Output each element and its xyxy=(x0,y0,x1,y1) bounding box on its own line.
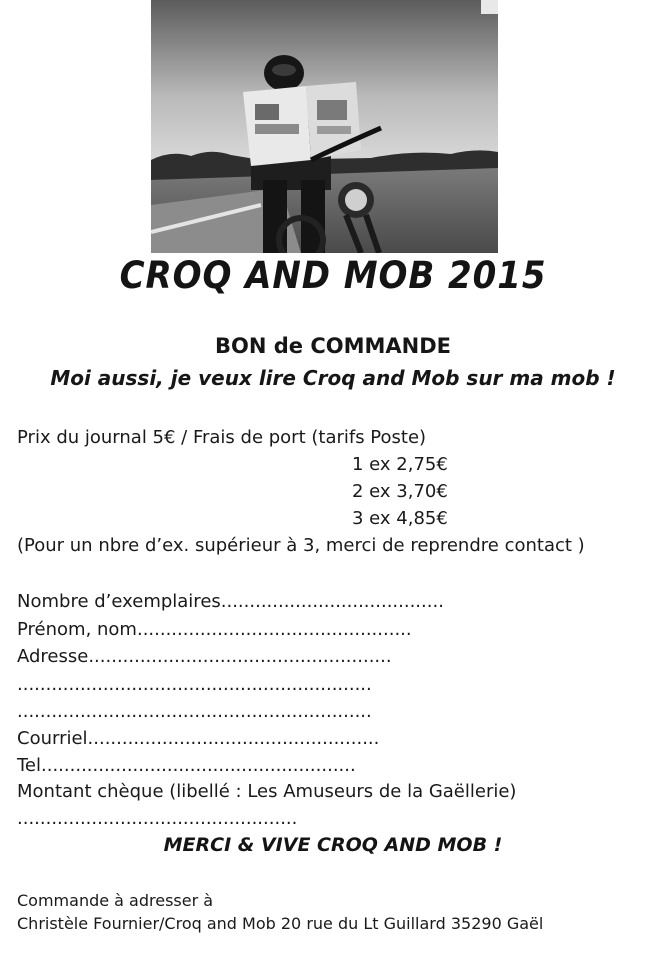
name-field[interactable]: Prénom, nom................................................ xyxy=(17,619,412,640)
cheque-amount-field[interactable]: ................................................. xyxy=(17,808,298,829)
rider-reading-newspaper-photo xyxy=(151,0,498,253)
cheque-amount-label: Montant chèque (libellé : Les Amuseurs de la Gaëllerie) xyxy=(17,781,517,802)
address-field-line2[interactable]: .............................................................. xyxy=(17,674,372,695)
address-field-line3[interactable]: .............................................................. xyxy=(17,701,372,722)
order-form-subtitle: Moi aussi, je veux lire Croq and Mob sur ma mob ! xyxy=(50,366,616,390)
phone-field[interactable]: Tel....................................................... xyxy=(17,755,356,776)
shipping-rate-3: 3 ex 4,85€ xyxy=(352,508,448,529)
price-line: Prix du journal 5€ / Frais de port (tarifs Poste) xyxy=(17,427,427,448)
send-to-label: Commande à adresser à xyxy=(17,891,214,910)
thanks-message: MERCI & VIVE CROQ AND MOB ! xyxy=(163,834,503,856)
address-field[interactable]: Adresse..................................................... xyxy=(17,646,392,667)
shipping-rate-1: 1 ex 2,75€ xyxy=(352,454,448,475)
headline: CROQ AND MOB 2015 xyxy=(119,254,547,297)
order-form-title: BON de COMMANDE xyxy=(215,334,451,358)
quantity-note: (Pour un nbre d’ex. supérieur à 3, merci de reprendre contact ) xyxy=(17,535,585,556)
shipping-rate-2: 2 ex 3,70€ xyxy=(352,481,448,502)
email-field[interactable]: Courriel................................................... xyxy=(17,728,380,749)
postal-address: Christèle Fournier/Croq and Mob 20 rue du Lt Guillard 35290 Gaël xyxy=(17,914,544,933)
quantity-field[interactable]: Nombre d’exemplaires....................................... xyxy=(17,591,444,612)
